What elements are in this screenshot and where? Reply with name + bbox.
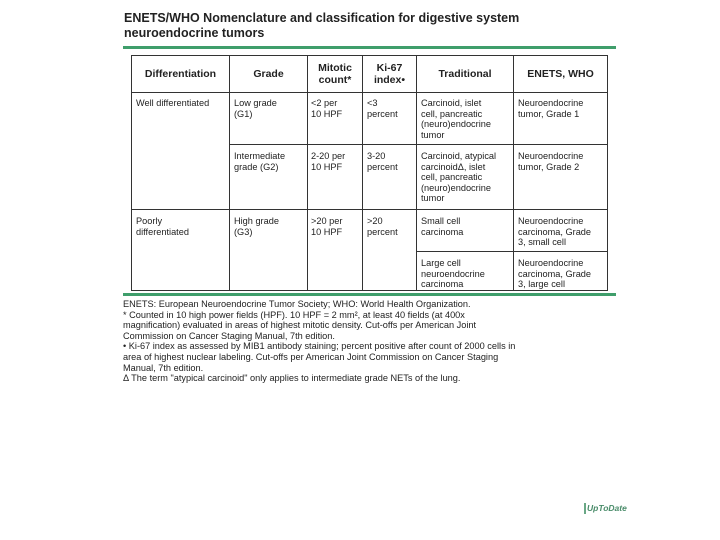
- footnote-line: • Ki-67 index as assessed by MIB1 antibody staining; percent positive after count of 2000 cells in: [123, 341, 516, 352]
- logo-text: UpToDate: [587, 503, 627, 513]
- cell-g1-mitotic: <2 per 10 HPF: [311, 98, 343, 119]
- header-grade: Grade: [230, 56, 308, 92]
- footnote-line: Δ The term "atypical carcinoid" only applies to intermediate grade NETs of the lung.: [123, 373, 461, 384]
- cell-g1-grade: Low grade (G1): [234, 98, 277, 119]
- cell-g1-enets: Neuroendocrine tumor, Grade 1: [518, 98, 584, 119]
- cell-g2-mitotic: 2-20 per 10 HPF: [311, 151, 346, 172]
- footnote-line: magnification) evaluated in areas of highest mitotic density. Cut-offs per American Joint: [123, 320, 477, 331]
- document-title: [124, 11, 624, 41]
- footnote-line: area of highest nuclear labeling. Cut-offs per American Joint Commission on Cancer Staging: [123, 351, 499, 362]
- cell-g1-ki67: <3 percent: [367, 98, 398, 119]
- bottom-accent-rule: [123, 293, 616, 296]
- footnotes: [123, 299, 593, 384]
- cell-small-cell-enets: Neuroendocrine carcinoma, Grade 3, small cell: [518, 216, 592, 248]
- cell-poorly-differentiated: Poorly differentiated: [136, 216, 189, 237]
- col-divider-4: [416, 93, 417, 290]
- uptodate-logo: [584, 501, 627, 515]
- title-line-1: ENETS/WHO Nomenclature and classification for digestive system: [124, 11, 520, 25]
- cell-g2-enets: Neuroendocrine tumor, Grade 2: [518, 151, 584, 172]
- col-divider-5: [513, 93, 514, 290]
- footnote-line: Manual, 7th edition.: [123, 362, 204, 373]
- header-ki67-index: Ki-67 index•: [363, 56, 417, 92]
- footnote-line: * Counted in 10 high power fields (HPF). 10 HPF = 2 mm², at least 40 fields (at 400x: [123, 309, 465, 320]
- header-traditional: Traditional: [417, 56, 514, 92]
- table-header-row: [132, 56, 607, 93]
- col-divider-1: [229, 93, 230, 290]
- title-line-2: neuroendocrine tumors: [124, 26, 265, 40]
- footnote-line: Commission on Cancer Staging Manual, 7th edition.: [123, 330, 335, 341]
- cell-g1-traditional: Carcinoid, islet cell, pancreatic (neuro)endocrine tumor: [421, 98, 491, 140]
- cell-large-cell-enets: Neuroendocrine carcinoma, Grade 3, large cell: [518, 258, 592, 290]
- cell-g3-mitotic: >20 per 10 HPF: [311, 216, 343, 237]
- row-divider-g1-g2: [229, 144, 607, 145]
- row-divider-small-large: [416, 251, 607, 252]
- footnote-line: ENETS: European Neuroendocrine Tumor Society; WHO: World Health Organization.: [123, 299, 471, 309]
- cell-g2-ki67: 3-20 percent: [367, 151, 398, 172]
- cell-g2-grade: Intermediate grade (G2): [234, 151, 286, 172]
- row-divider-well-poor: [132, 209, 607, 210]
- cell-well-differentiated: Well differentiated: [136, 98, 210, 108]
- col-divider-3: [362, 93, 363, 290]
- header-enets-who: ENETS, WHO: [527, 68, 594, 80]
- cell-large-cell-traditional: Large cell neuroendocrine carcinoma: [421, 258, 485, 290]
- header-differentiation: Differentiation: [132, 56, 230, 92]
- col-divider-2: [307, 93, 308, 290]
- cell-g3-ki67: >20 percent: [367, 216, 398, 237]
- cell-g2-traditional: Carcinoid, atypical carcinoidΔ, islet cell, pancreatic (neuro)endocrine tumor: [421, 151, 497, 204]
- cell-small-cell-traditional: Small cell carcinoma: [421, 216, 464, 237]
- top-accent-rule: [123, 46, 616, 49]
- cell-g3-grade: High grade (G3): [234, 216, 279, 237]
- logo-mark-icon: [584, 503, 586, 514]
- header-mitotic-count: Mitotic count*: [308, 56, 363, 92]
